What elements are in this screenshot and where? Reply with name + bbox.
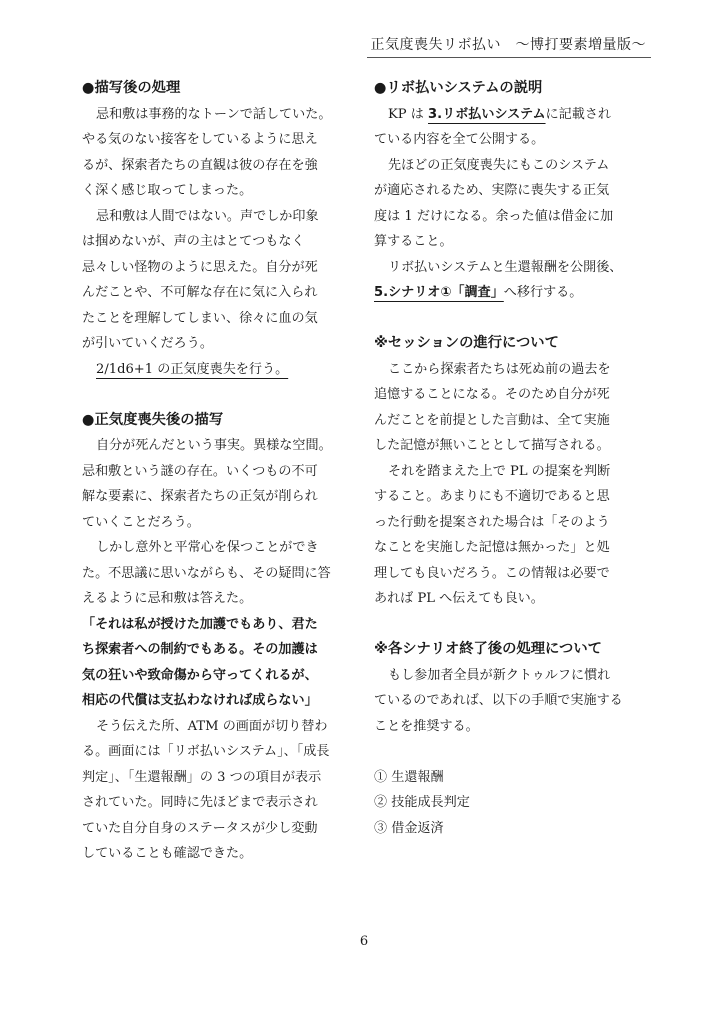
- paragraph-line: った行動を提案された場合は「そのよう: [374, 514, 610, 530]
- paragraph-line: 先ほどの正気度喪失にもこのシステム: [388, 157, 610, 173]
- paragraph-line: すること。あまりにも不適切であると思: [374, 489, 610, 504]
- step-item: ② 技能成長判定: [374, 795, 470, 810]
- quote-line: ち探索者への制約でもある。その加護は: [82, 642, 318, 657]
- paragraph-line: ここから探索者たちは死ぬ前の過去を: [388, 361, 611, 377]
- paragraph-line: 理しても良いだろう。この情報は必要で: [374, 565, 610, 581]
- text-suffix: に記載され: [545, 106, 612, 122]
- paragraph-line: 算すること。: [374, 234, 453, 249]
- left-column: [82, 76, 372, 867]
- paragraph-line: [374, 102, 652, 128]
- right-column: [374, 76, 652, 841]
- paragraph-line: は掴めないが、声の主はとてつもなく: [82, 234, 305, 249]
- spacer: [82, 382, 372, 408]
- paragraph-line: なことを実施した記憶は無かった」と処: [374, 540, 610, 555]
- paragraph-line: しかし意外と平常心を保つことができ: [96, 540, 319, 555]
- paragraph-line: えるように忌和敷は答えた。: [82, 591, 253, 606]
- paragraph-line: が適応されるため、実際に喪失する正気: [374, 183, 610, 198]
- text-suffix: へ移行する。: [503, 285, 583, 300]
- paragraph-line: た。不思議に思いながらも、その疑問に答: [82, 565, 331, 581]
- paragraph-line: リボ払いシステムと生還報酬を公開後、: [388, 259, 623, 275]
- paragraph-line: ことを推奨する。: [374, 718, 479, 734]
- paragraph-line: 度は 1 だけになる。余った値は借金に加: [374, 208, 614, 224]
- paragraph-line: あれば PL へ伝えても良い。: [374, 591, 544, 606]
- paragraph-line: それを踏まえた上で PL の提案を判断: [388, 463, 611, 479]
- quote-line: 「それは私が授けた加護でもあり、君た: [82, 616, 318, 632]
- paragraph-line: く深く感じ取ってしまった。: [82, 183, 253, 198]
- paragraph-line: が引いていくだろう。: [82, 336, 213, 351]
- section-heading-after-description: ●描写後の処理: [82, 80, 181, 96]
- paragraph-line: 追憶することになる。そのため自分が死: [374, 387, 610, 402]
- section-heading-session-progress: ※セッションの進行について: [374, 335, 559, 351]
- paragraph-line: 忌和敷という謎の存在。いくつもの不可: [82, 463, 318, 479]
- paragraph-line: るが、探索者たちの直観は彼の存在を強: [82, 157, 318, 173]
- paragraph-line: ている内容を全て公開する。: [374, 132, 545, 147]
- paragraph-line: した記憶が無いこととして描写される。: [374, 438, 610, 453]
- paragraph-line: ているのであれば、以下の手順で実施する: [374, 693, 623, 708]
- paragraph-line: 自分が死んだという事実。異様な空間。: [96, 438, 332, 453]
- revolving-system-reference-link[interactable]: 3.リボ払いシステム: [428, 106, 546, 122]
- paragraph-line: 判定」、「生還報酬」の 3 つの項目が表示: [82, 769, 322, 785]
- step-item: ① 生還報酬: [374, 769, 444, 785]
- paragraph-line: 忌々しい怪物のように思えた。自分が死: [82, 259, 318, 275]
- running-header: 正気度喪失リボ払い ～博打要素増量版～: [370, 37, 646, 53]
- paragraph-line: たことを理解してしまい、徐々に血の気: [82, 310, 318, 326]
- paragraph-line: ていた自分自身のステータスが少し変動: [82, 820, 318, 836]
- paragraph-line: 忌和敷は事務的なトーンで話していた。: [96, 106, 332, 122]
- paragraph-line: していることも確認できた。: [82, 846, 253, 861]
- paragraph-line: 忌和敷は人間ではない。声でしか印象: [96, 208, 319, 224]
- paragraph-line: ていくことだろう。: [82, 514, 200, 530]
- paragraph-line: んだことを前提とした言動は、全て実施: [374, 412, 610, 428]
- section-heading-revolving-system: ●リボ払いシステムの説明: [374, 80, 543, 96]
- spacer: [374, 612, 652, 638]
- paragraph-line: そう伝えた所、ATM の画面が切り替わ: [96, 718, 328, 734]
- quote-line: 気の狂いや致命傷から守ってくれるが、: [82, 667, 318, 683]
- step-item: ③ 借金返済: [374, 820, 444, 836]
- paragraph-line: やる気のない接客をしているように思え: [82, 132, 318, 147]
- header-rule: [367, 57, 651, 58]
- text-prefix: KP は: [388, 106, 429, 122]
- sanity-check-instruction: 2/1d6+1 の正気度喪失を行う。: [96, 361, 289, 377]
- paragraph-line: もし参加者全員が新クトゥルフに慣れ: [388, 667, 611, 683]
- sanity-check-line: [82, 357, 372, 383]
- spacer: [374, 306, 652, 332]
- quote-line: 相応の代償は支払わなければ成らない」: [82, 693, 318, 708]
- scenario-investigation-link[interactable]: 5.シナリオ①「調査」: [374, 285, 504, 300]
- paragraph-line: [374, 280, 652, 306]
- paragraph-line: 解な要素に、探索者たちの正気が削られ: [82, 489, 318, 504]
- section-heading-post-scenario: ※各シナリオ終了後の処理について: [374, 641, 602, 657]
- paragraph-line: されていた。同時に先ほどまで表示され: [82, 795, 318, 810]
- section-heading-after-sanity-loss: ●正気度喪失後の描写: [82, 411, 224, 428]
- page-number: 6: [359, 934, 369, 949]
- paragraph-line: る。画面には「リボ払いシステム」、「成長: [82, 744, 330, 759]
- spacer: [374, 739, 652, 765]
- paragraph-line: んだことや、不可解な存在に気に入られ: [82, 285, 318, 300]
